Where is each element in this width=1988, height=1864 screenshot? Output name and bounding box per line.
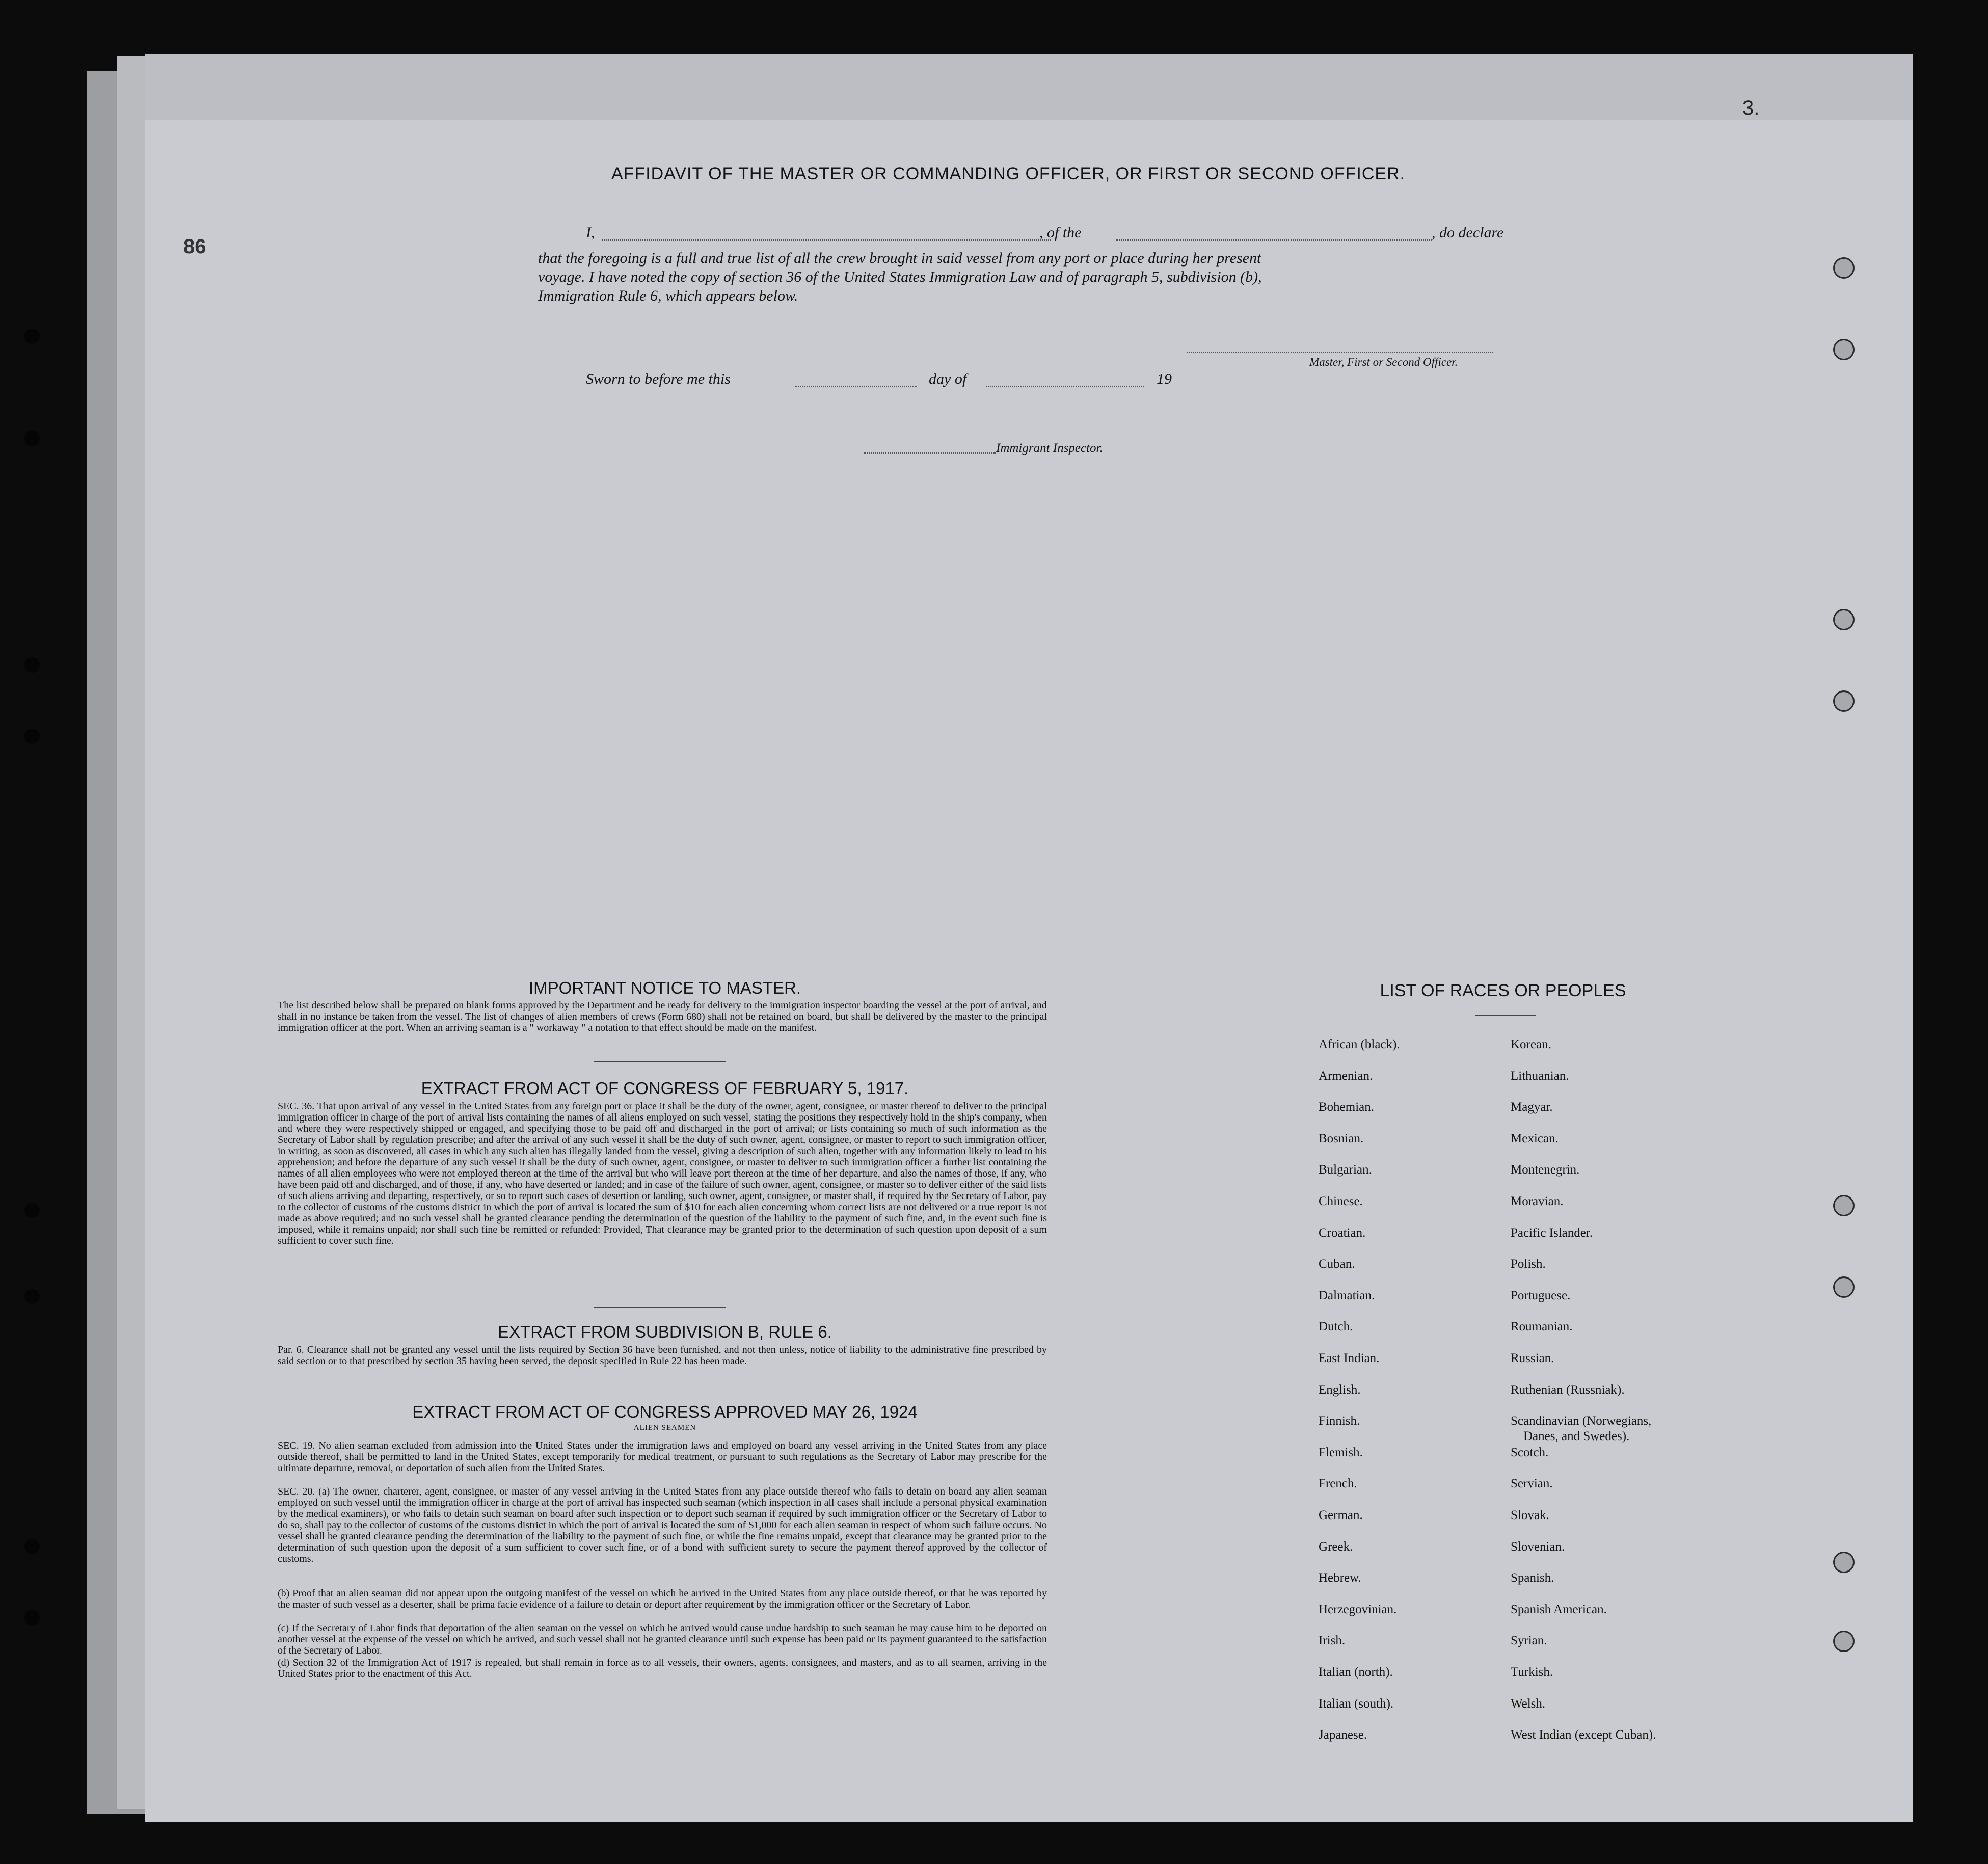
race-item: Italian (south).: [1319, 1696, 1394, 1711]
race-item: Herzegovinian.: [1319, 1602, 1397, 1616]
punch-hole: [1833, 1552, 1855, 1573]
page-top-strip: [145, 54, 1913, 120]
race-item: Italian (north).: [1319, 1665, 1393, 1679]
race-item: Flemish.: [1319, 1445, 1363, 1459]
extract-1924-heading: EXTRACT FROM ACT OF CONGRESS APPROVED MAY 26, 1924: [412, 1402, 918, 1421]
affidavit-line4: Immigration Rule 6, which appears below.: [538, 287, 798, 304]
year-prefix: 19: [1157, 370, 1172, 387]
race-item: English.: [1319, 1382, 1361, 1397]
race-item: Croatian.: [1319, 1226, 1366, 1240]
race-item: Moravian.: [1511, 1194, 1564, 1208]
binder-hole: [24, 1539, 40, 1554]
race-item: Ruthenian (Russniak).: [1511, 1382, 1625, 1397]
notice-text: The list described below shall be prepared on blank forms approved by the Department and be ready for delivery to the immigration inspector boarding the vessel at the port of arrival, and shall in no instance be taken from the vessel. The list of changes of alien members of crews (Form 680) shall not be retained on board, but shall be delivered by the master to the principal immigration officer at the port. When an arriving seaman is a " workaway " a notation to that effect should be made on the manifest.: [278, 1000, 1047, 1033]
race-item: Servian.: [1511, 1477, 1553, 1491]
race-item: Dutch.: [1319, 1320, 1353, 1334]
extract-1924-subheading: ALIEN SEAMEN: [633, 1424, 696, 1432]
extract-1917-heading: EXTRACT FROM ACT OF CONGRESS OF FEBRUARY 5, 1917.: [421, 1079, 909, 1098]
race-item: East Indian.: [1319, 1351, 1380, 1365]
binder-hole: [24, 1203, 40, 1218]
race-item: African (black).: [1319, 1037, 1400, 1051]
affidavit-i: I,: [586, 224, 595, 241]
page-number: 86: [183, 235, 206, 258]
binder-hole: [24, 729, 40, 744]
race-item: Cuban.: [1319, 1257, 1355, 1271]
inspector-label: Immigrant Inspector.: [996, 441, 1103, 455]
affidavit-declare: , do declare: [1432, 224, 1504, 241]
extract-rule6-text: Par. 6. Clearance shall not be granted any vessel until the lists required by Section 36 have been furnished, and not then unless, notice of liability to the administrative fine prescribed by said section or to that prescribed by section 35 having been served, the deposit specified in Rule 22 has been made.: [278, 1344, 1047, 1367]
race-item: Turkish.: [1511, 1665, 1553, 1679]
sworn-text: Sworn to before me this: [586, 370, 731, 387]
affidavit-line3: voyage. I have noted the copy of section 36 of the United States Immigration Law and of paragraph 5, subdivision (b),: [538, 269, 1262, 285]
race-item: Russian.: [1511, 1351, 1554, 1365]
extract-1924-sec20b: (b) Proof that an alien seaman did not appear upon the outgoing manifest of the vessel on which he arrived in the United States from any place outside thereof, or that he was reported by the master of such vessel as a deserter, shall be prima facie evidence of a failure to detain or deport after requirement by the immigration officer or the Secretary of Labor.: [278, 1588, 1047, 1610]
race-item: Pacific Islander.: [1511, 1226, 1593, 1240]
punch-hole: [1833, 690, 1855, 712]
binder-hole: [24, 1610, 40, 1626]
race-item: Chinese.: [1319, 1194, 1363, 1208]
binder-hole: [24, 657, 40, 673]
race-item: West Indian (except Cuban).: [1511, 1728, 1656, 1742]
name-blank: [602, 239, 1051, 241]
punch-hole: [1833, 1276, 1855, 1298]
race-item: German.: [1319, 1508, 1363, 1522]
binder-hole: [24, 431, 40, 446]
race-item: Roumanian.: [1511, 1320, 1573, 1334]
race-item: Bohemian.: [1319, 1100, 1375, 1114]
race-item: Magyar.: [1511, 1100, 1553, 1114]
race-item: Bulgarian.: [1319, 1163, 1372, 1177]
punch-hole: [1833, 609, 1855, 630]
affidavit-heading: AFFIDAVIT OF THE MASTER OR COMMANDING OFFICER, OR FIRST OR SECOND OFFICER.: [611, 164, 1406, 183]
races-heading: LIST OF RACES OR PEOPLES: [1380, 981, 1626, 1000]
race-item: Lithuanian.: [1511, 1069, 1569, 1083]
race-item: Scandinavian (Norwegians,: [1511, 1414, 1652, 1428]
extract-1924-sec20d: (d) Section 32 of the Immigration Act of 1917 is repealed, but shall remain in force as to all vessels, their owners, agents, consignees, and masters, and as to all seamen, arriving in the United States prior to the enactment of this Act.: [278, 1657, 1047, 1680]
extract-1924-sec19: SEC. 19. No alien seaman excluded from admission into the United States under the immigration laws and employed on board any vessel arriving in the United States from any place outside thereof, shall be permitted to land in the United States, except temporarily for medical treatment, or pursuant to such regulations as the Secretary of Labor may prescribe for the ultimate departure, removal, or deportation of such alien from the United States.: [278, 1440, 1047, 1474]
race-item: Irish.: [1319, 1634, 1346, 1648]
binder-hole: [24, 1289, 40, 1304]
race-item: Montenegrin.: [1511, 1163, 1580, 1177]
affidavit-line2: that the foregoing is a full and true list of all the crew brought in said vessel from any port or place during her present: [538, 250, 1261, 267]
extract-rule6-heading: EXTRACT FROM SUBDIVISION B, RULE 6.: [498, 1322, 832, 1341]
section-rule: [594, 1307, 726, 1308]
punch-hole: [1833, 339, 1855, 360]
punch-hole: [1833, 257, 1855, 279]
binder-hole: [24, 329, 40, 344]
race-item: Mexican.: [1511, 1131, 1559, 1146]
race-item: Bosnian.: [1319, 1131, 1364, 1146]
day-blank: [795, 386, 917, 387]
race-item: Dalmatian.: [1319, 1288, 1375, 1302]
race-item: Slovak.: [1511, 1508, 1549, 1522]
notice-heading: IMPORTANT NOTICE TO MASTER.: [528, 978, 801, 997]
master-label: Master, First or Second Officer.: [1309, 356, 1458, 368]
race-item: Korean.: [1511, 1037, 1551, 1051]
race-item: Greek.: [1319, 1539, 1353, 1554]
extract-1924-sec20a: SEC. 20. (a) The owner, charterer, agent, consignee, or master of any vessel arriving in the United States from any place outside thereof who fails to detain on board any alien seaman employed on such vessel until the immigration officer in charge at the port of arrival has inspected such seaman (which inspection in all cases shall include a personal physical examination by the medical examiners), or who fails to detain such seaman on board after such inspection or to deport such seaman if required by such immigration officer or the Secretary of Labor to do so, shall pay to the collector of customs of the customs district in which the port of arrival is located the sum of $1,000 for each alien seaman in respect of whom such failure occurs. No vessel shall be granted clearance pending the determination of the liability to the payment of such fine, or while the fine remains unpaid, except that clearance may be granted prior to the determination of such question upon the deposit of a sum sufficient to cover such fine, or of a bond with sufficient surety to secure the payment thereof approved by the collector of customs.: [278, 1486, 1047, 1564]
race-item: Spanish American.: [1511, 1602, 1607, 1616]
race-item: Japanese.: [1319, 1728, 1367, 1742]
inspector-signature-line: [864, 452, 996, 454]
race-item: Portuguese.: [1511, 1288, 1571, 1302]
race-item: Scotch.: [1511, 1445, 1549, 1459]
race-item: Welsh.: [1511, 1696, 1546, 1711]
master-signature-line: [1187, 352, 1493, 353]
month-blank: [986, 386, 1144, 387]
vessel-blank: [1116, 239, 1432, 241]
punch-hole: [1833, 1631, 1855, 1652]
race-item: Syrian.: [1511, 1634, 1547, 1648]
race-item: Slovenian.: [1511, 1539, 1565, 1554]
section-rule: [594, 1061, 726, 1062]
race-item: French.: [1319, 1477, 1357, 1491]
race-item: Spanish.: [1511, 1571, 1554, 1585]
corner-mark: 3.: [1742, 97, 1760, 119]
punch-hole: [1833, 1195, 1855, 1216]
race-item: Hebrew.: [1319, 1571, 1361, 1585]
day-of-text: day of: [929, 370, 967, 387]
extract-1917-text: SEC. 36. That upon arrival of any vessel in the United States from any foreign port or place it shall be the duty of the owner, agent, consignee, or master thereof to deliver to the principal immigration officer in charge of the port of arrival lists containing the names of all aliens employed on such vessel, stating the positions they respectively hold in the ship's company, when and where they were respectively shipped or engaged, and specifying those to be paid off and discharged in the port of arrival; or lists containing so much of such information as the Secretary of Labor shall by regulation prescribe; and after the arrival of any such vessel it shall be the duty of such owner, agent, consignee, or master to report to such immigration officer, in writing, as soon as discovered, all cases in which any such alien has illegally landed from the vessel, giving a description of such alien, together with any information likely to lead to his apprehension; and before the departure of any such vessel it shall be the duty of such owner, agent, consignee, or master to deliver to such immigration officer a further list containing the names of all alien employees who were not employed thereon at the time of the arrival but who will leave port thereon at the time of her departure, and also the names of those, if any, who have been paid off and discharged, and of those, if any, who have deserted or landed; and in case of the failure of such owner, agent, consignee, or master so to deliver either of the said lists of such aliens arriving and departing, respectively, or so to report such cases of desertion or landing, such owner, agent, consignee, or master shall, if required by the Secretary of Labor, pay to the collector of customs of the customs district in which the port of arrival is located the sum of $10 for each alien concerning whom correct lists are not delivered or a true report is not made as above required; and no such vessel shall be granted clearance pending the determination of the question of the liability to the payment of such fine, and, in the event such fine is imposed, while it remains unpaid; nor shall such fine be remitted or refunded: Provided, That clearance may be granted prior to the determination of such question upon deposit of a sum sufficient to cover such fine.: [278, 1101, 1047, 1246]
affidavit-of-the: , of the: [1039, 224, 1082, 241]
race-item: Armenian.: [1319, 1069, 1373, 1083]
race-item: Finnish.: [1319, 1414, 1360, 1428]
extract-1924-sec20c: (c) If the Secretary of Labor finds that deportation of the alien seaman on the vessel on which he arrived would cause undue hardship to such seaman he may cause him to be deported on another vessel at the expense of the vessel on which he arrived, and such vessel shall not be granted clearance until such expense has been paid or its payment guaranteed to the satisfaction of the Secretary of Labor.: [278, 1622, 1047, 1656]
race-item: Polish.: [1511, 1257, 1546, 1271]
races-heading-rule: [1475, 1015, 1536, 1016]
race-item: Danes, and Swedes).: [1523, 1429, 1630, 1444]
